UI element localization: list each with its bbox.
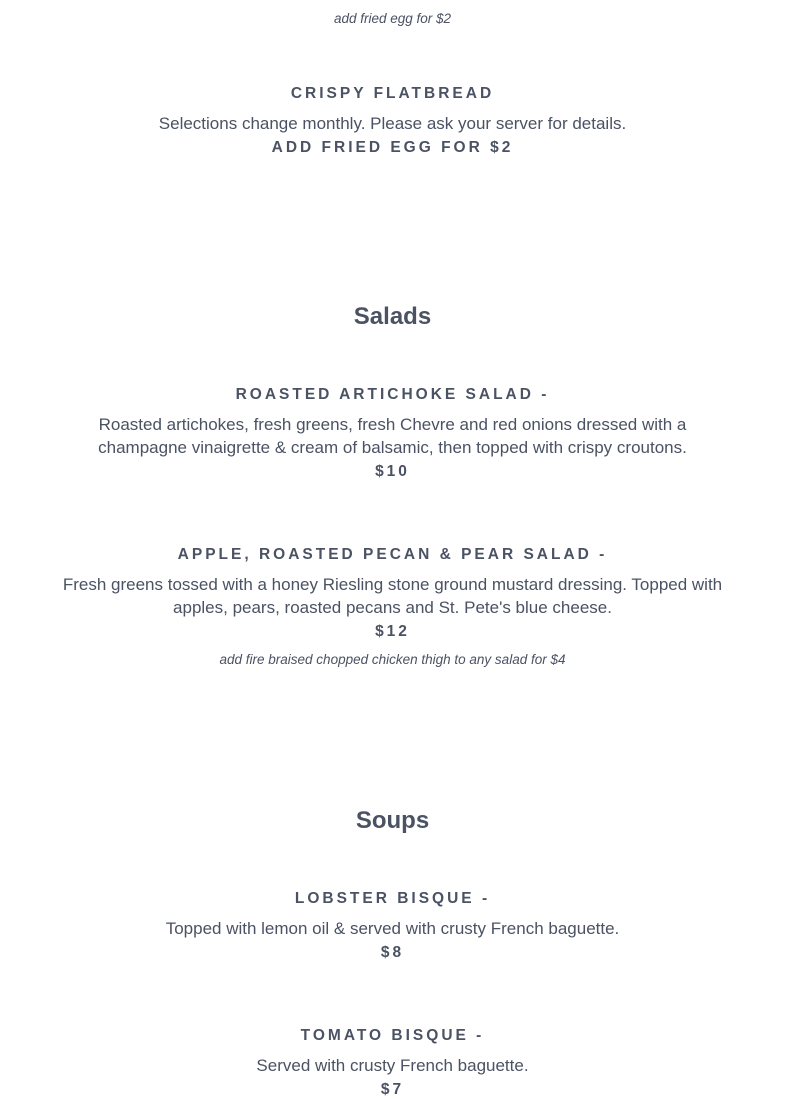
artichoke-salad-description-line1: Roasted artichokes, fresh greens, fresh Chevre and red onions dressed with a xyxy=(98,415,687,434)
lobster-bisque-price: $8 xyxy=(380,944,405,961)
tomato-bisque-description: Served with crusty French baguette. xyxy=(256,1056,529,1075)
fried-egg-note: add fried egg for $2 xyxy=(333,11,452,26)
tomato-bisque-name: TOMATO BISQUE - xyxy=(300,1027,485,1044)
pear-salad-name: APPLE, ROASTED PECAN & PEAR SALAD - xyxy=(177,546,608,563)
tomato-bisque-price: $7 xyxy=(380,1081,405,1098)
flatbread-addon: ADD FRIED EGG FOR $2 xyxy=(271,139,514,156)
salad-chicken-note: add fire braised chopped chicken thigh to any salad for $4 xyxy=(219,652,566,667)
flatbread-name: CRISPY FLATBREAD xyxy=(290,85,495,102)
soups-heading: Soups xyxy=(355,807,430,834)
pear-salad-description-line1: Fresh greens tossed with a honey Riesling stone ground mustard dressing. Topped with xyxy=(62,575,723,594)
artichoke-salad-price: $10 xyxy=(375,463,410,480)
lobster-bisque-name: LOBSTER BISQUE - xyxy=(294,890,491,907)
flatbread-description: Selections change monthly. Please ask your server for details. xyxy=(158,114,627,133)
artichoke-salad-name: ROASTED ARTICHOKE SALAD - xyxy=(235,386,550,403)
pear-salad-price: $12 xyxy=(375,623,410,640)
lobster-bisque-description: Topped with lemon oil & served with crusty French baguette. xyxy=(165,919,620,938)
pear-salad-description-line2: apples, pears, roasted pecans and St. Pete's blue cheese. xyxy=(173,598,612,617)
artichoke-salad-description-line2: champagne vinaigrette & cream of balsamic, then topped with crispy croutons. xyxy=(98,438,687,457)
salads-heading: Salads xyxy=(353,303,432,330)
